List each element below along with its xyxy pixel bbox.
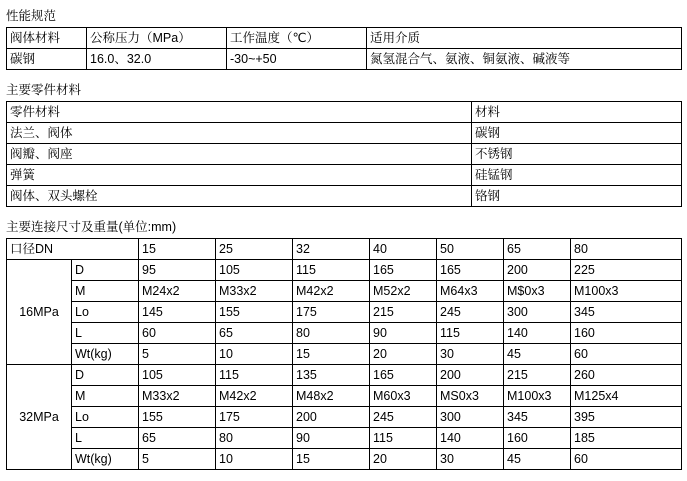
cell-value: 65 <box>216 323 293 344</box>
cell-value: 135 <box>293 365 370 386</box>
cell-value: 165 <box>437 260 504 281</box>
cell-value: MS0x3 <box>437 386 504 407</box>
cell-dn-15: 15 <box>139 239 216 260</box>
cell-value: M100x3 <box>504 386 571 407</box>
cell-value: 345 <box>571 302 682 323</box>
cell-dn-80: 80 <box>571 239 682 260</box>
table-row <box>7 281 682 302</box>
cell-param-m: M <box>72 281 139 302</box>
cell-value: 155 <box>216 302 293 323</box>
spacer-1 <box>6 74 681 80</box>
cell-value: 215 <box>504 365 571 386</box>
table-header-row <box>7 239 682 260</box>
cell-working-temperature-header: 工作温度（℃） <box>227 28 367 49</box>
cell-value: 10 <box>216 344 293 365</box>
cell-value: 115 <box>370 428 437 449</box>
table-row <box>7 302 682 323</box>
cell-material-disc-seat: 不锈钢 <box>472 144 682 165</box>
cell-value: M64x3 <box>437 281 504 302</box>
cell-value: 200 <box>293 407 370 428</box>
spacer-2 <box>6 211 681 217</box>
cell-value: 80 <box>216 428 293 449</box>
table-row <box>7 386 682 407</box>
cell-part-disc-seat: 阀瓣、阀座 <box>7 144 472 165</box>
cell-value: 95 <box>139 260 216 281</box>
table-row <box>7 123 682 144</box>
cell-value: M24x2 <box>139 281 216 302</box>
cell-value: 155 <box>139 407 216 428</box>
cell-value: 45 <box>504 344 571 365</box>
table-row <box>7 186 682 207</box>
cell-value: 300 <box>437 407 504 428</box>
section-title-main-parts: 主要零件材料 <box>6 83 82 97</box>
cell-value: 200 <box>437 365 504 386</box>
cell-dn-40: 40 <box>370 239 437 260</box>
cell-value: 245 <box>437 302 504 323</box>
cell-value: 105 <box>216 260 293 281</box>
cell-value: M33x2 <box>139 386 216 407</box>
table-row <box>7 407 682 428</box>
cell-material-flange-body: 碳钢 <box>472 123 682 144</box>
cell-value: 300 <box>504 302 571 323</box>
cell-body-material-value: 碳钢 <box>7 49 87 70</box>
cell-value: 160 <box>571 323 682 344</box>
cell-material-header: 材料 <box>472 102 682 123</box>
cell-value: M52x2 <box>370 281 437 302</box>
cell-value: 15 <box>293 344 370 365</box>
cell-value: 140 <box>437 428 504 449</box>
cell-param-l: L <box>72 428 139 449</box>
cell-body-material-header: 阀体材料 <box>7 28 87 49</box>
cell-value: 395 <box>571 407 682 428</box>
cell-value: M48x2 <box>293 386 370 407</box>
cell-value: M$0x3 <box>504 281 571 302</box>
cell-value: M42x2 <box>216 386 293 407</box>
cell-value: M60x3 <box>370 386 437 407</box>
cell-param-d: D <box>72 365 139 386</box>
cell-param-d: D <box>72 260 139 281</box>
cell-dn-50: 50 <box>437 239 504 260</box>
table-row <box>7 365 682 386</box>
cell-value: M125x4 <box>571 386 682 407</box>
table-row <box>7 165 682 186</box>
cell-value: 165 <box>370 260 437 281</box>
cell-nominal-pressure-header: 公称压力（MPa） <box>87 28 227 49</box>
group-label-32mpa: 32MPa <box>7 365 72 470</box>
cell-value: 200 <box>504 260 571 281</box>
cell-dn-32: 32 <box>293 239 370 260</box>
cell-material-body-stud: 铬钢 <box>472 186 682 207</box>
cell-value: 30 <box>437 344 504 365</box>
cell-value: M100x3 <box>571 281 682 302</box>
cell-nominal-pressure-value: 16.0、32.0 <box>87 49 227 70</box>
cell-value: 60 <box>139 323 216 344</box>
cell-value: 175 <box>293 302 370 323</box>
performance-spec-table <box>6 27 682 70</box>
cell-value: 90 <box>370 323 437 344</box>
cell-material-spring: 硅锰钢 <box>472 165 682 186</box>
cell-value: 245 <box>370 407 437 428</box>
cell-value: 345 <box>504 407 571 428</box>
cell-working-temperature-value: -30~+50 <box>227 49 367 70</box>
cell-value: 115 <box>216 365 293 386</box>
cell-value: 165 <box>370 365 437 386</box>
cell-value: 175 <box>216 407 293 428</box>
cell-value: 260 <box>571 365 682 386</box>
table-row <box>7 49 682 70</box>
table-row <box>7 344 682 365</box>
cell-value: 5 <box>139 449 216 470</box>
table-row <box>7 449 682 470</box>
cell-value: 20 <box>370 449 437 470</box>
table-row <box>7 28 682 49</box>
cell-value: 30 <box>437 449 504 470</box>
cell-applicable-medium-header: 适用介质 <box>367 28 682 49</box>
table-row <box>7 260 682 281</box>
cell-value: 65 <box>139 428 216 449</box>
cell-param-l: L <box>72 323 139 344</box>
cell-value: 10 <box>216 449 293 470</box>
cell-applicable-medium-value: 氮氢混合气、氨液、铜氨液、碱液等 <box>367 49 682 70</box>
cell-value: 115 <box>293 260 370 281</box>
cell-part-body-stud: 阀体、双头螺栓 <box>7 186 472 207</box>
cell-value: 90 <box>293 428 370 449</box>
cell-part-spring: 弹簧 <box>7 165 472 186</box>
cell-value: 140 <box>504 323 571 344</box>
cell-value: 15 <box>293 449 370 470</box>
cell-value: 215 <box>370 302 437 323</box>
section-title-performance: 性能规范 <box>6 9 57 23</box>
cell-dn-25: 25 <box>216 239 293 260</box>
table-row <box>7 144 682 165</box>
group-label-16mpa: 16MPa <box>7 260 72 365</box>
cell-value: 145 <box>139 302 216 323</box>
table-row <box>7 323 682 344</box>
cell-value: 60 <box>571 449 682 470</box>
cell-value: 160 <box>504 428 571 449</box>
cell-value: 225 <box>571 260 682 281</box>
cell-param-wt: Wt(kg) <box>72 449 139 470</box>
cell-part-flange-body: 法兰、阀体 <box>7 123 472 144</box>
cell-value: 45 <box>504 449 571 470</box>
cell-value: M33x2 <box>216 281 293 302</box>
cell-param-m: M <box>72 386 139 407</box>
section-title-dimensions: 主要连接尺寸及重量(单位:mm) <box>6 220 177 234</box>
cell-dn-header: 口径DN <box>7 239 139 260</box>
cell-value: 80 <box>293 323 370 344</box>
cell-value: 185 <box>571 428 682 449</box>
cell-part-header: 零件材料 <box>7 102 472 123</box>
cell-value: 5 <box>139 344 216 365</box>
dimensions-weight-table <box>6 238 682 470</box>
cell-dn-65: 65 <box>504 239 571 260</box>
cell-param-wt: Wt(kg) <box>72 344 139 365</box>
cell-value: M42x2 <box>293 281 370 302</box>
table-row <box>7 428 682 449</box>
cell-value: 60 <box>571 344 682 365</box>
table-row <box>7 102 682 123</box>
cell-param-lo: Lo <box>72 407 139 428</box>
cell-param-lo: Lo <box>72 302 139 323</box>
main-parts-material-table <box>6 101 682 207</box>
cell-value: 20 <box>370 344 437 365</box>
cell-value: 105 <box>139 365 216 386</box>
cell-value: 115 <box>437 323 504 344</box>
